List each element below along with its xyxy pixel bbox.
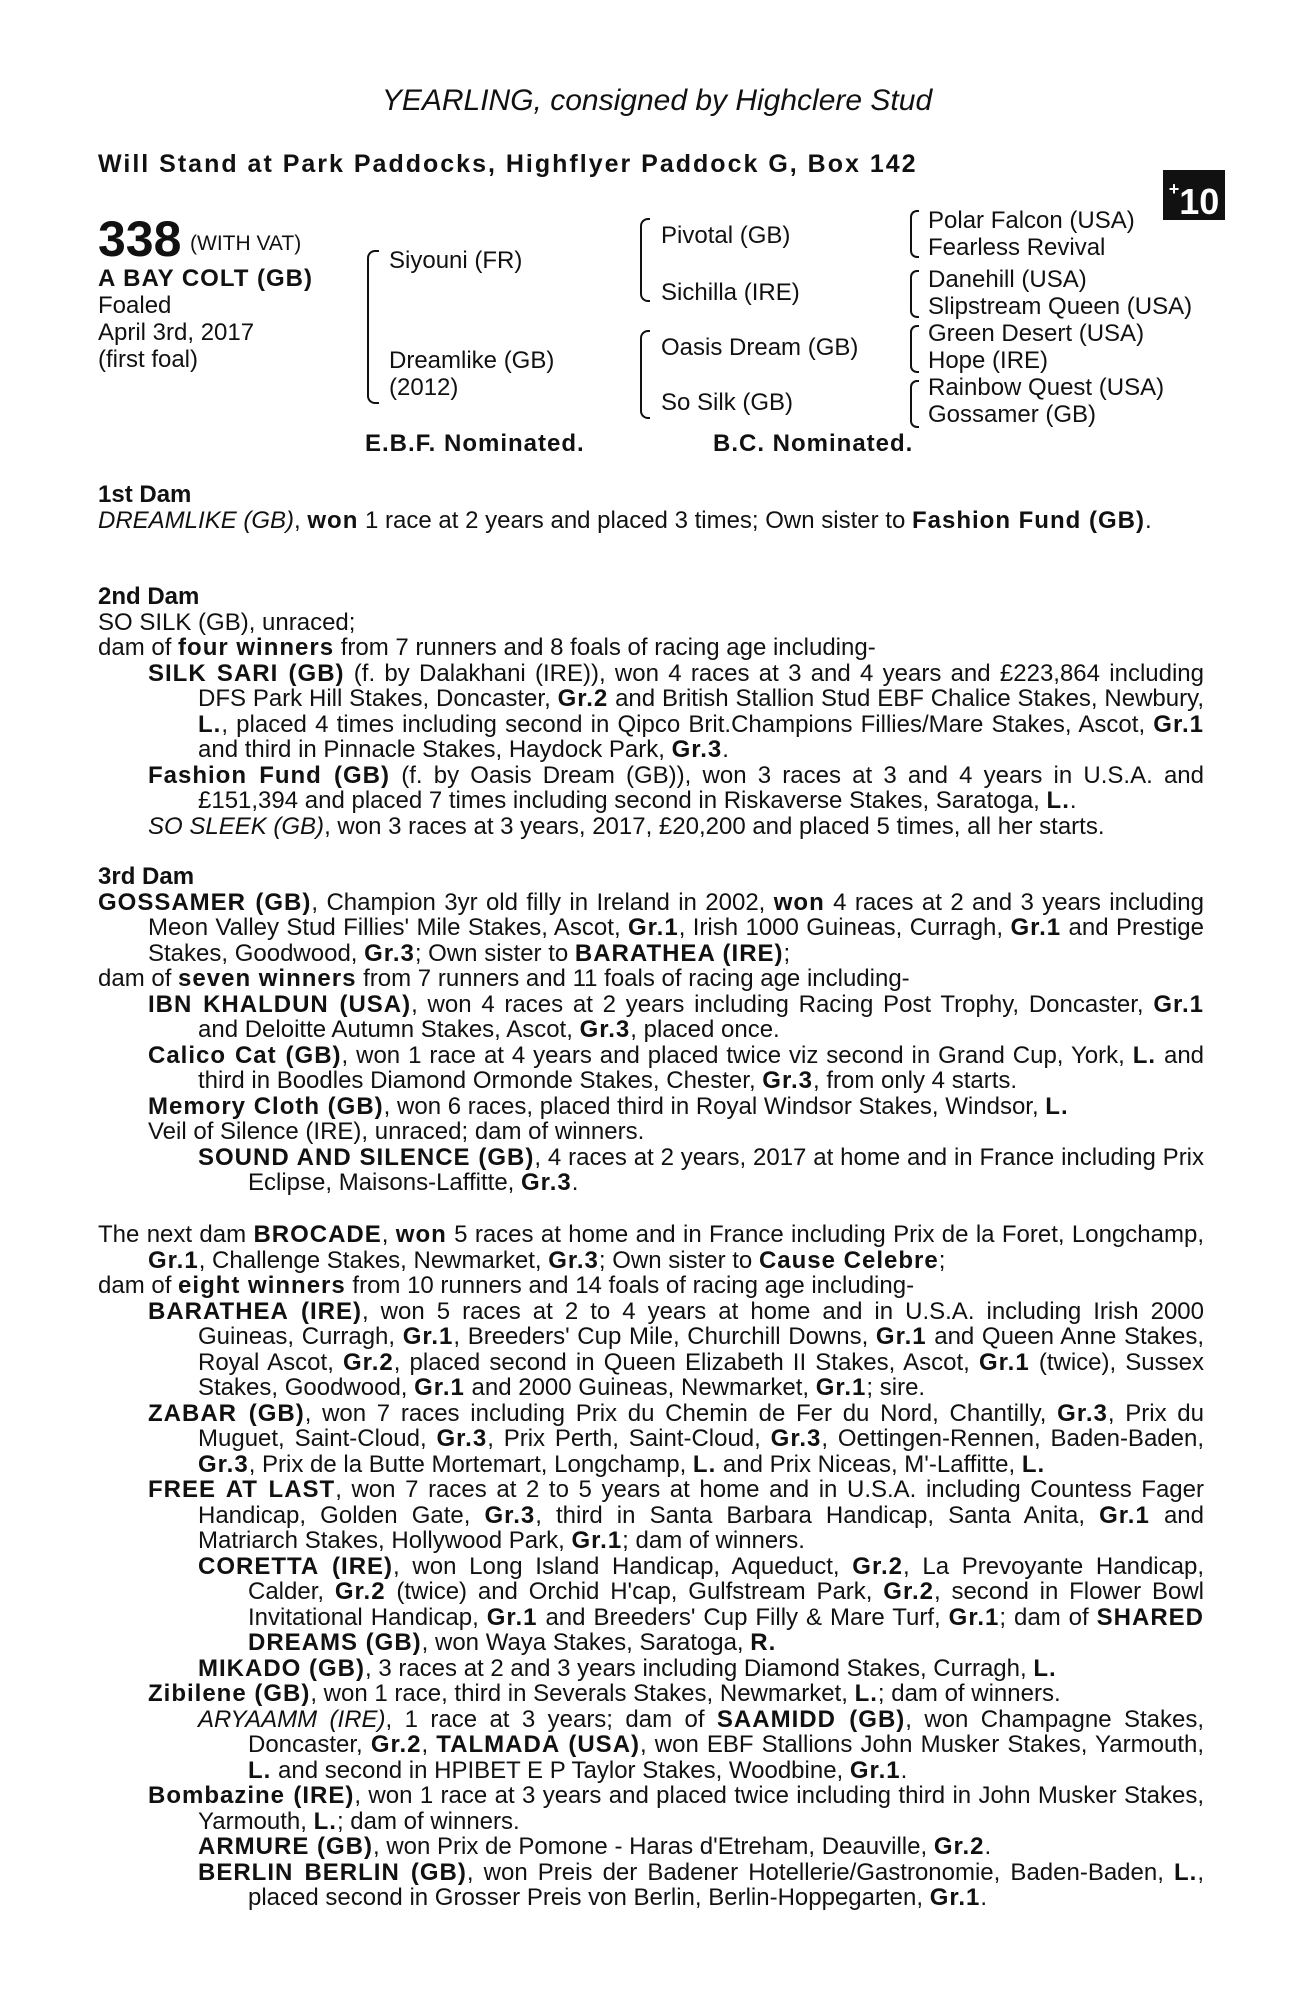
text: (twice), Sussex Stakes, Goodwood,	[198, 1348, 1205, 1401]
horse-name: ARYAAMM (IRE)	[198, 1705, 386, 1733]
pedigree-sire-dam: Sichilla (IRE)	[661, 279, 800, 306]
horse-name: BERLIN BERLIN (GB)	[198, 1858, 467, 1886]
grade: L.	[1021, 1450, 1046, 1478]
text: ,	[421, 1731, 437, 1758]
horse-name: MIKADO (GB)	[198, 1654, 365, 1682]
grade: Gr.2	[933, 1833, 985, 1860]
grade: Gr.1	[1010, 914, 1062, 941]
list-item	[98, 1554, 1204, 1656]
text: ; Own sister to	[598, 1246, 759, 1274]
list-item	[98, 763, 1204, 814]
catalogue-badge	[1163, 170, 1225, 220]
horse-name: ZABAR (GB)	[148, 1399, 305, 1427]
text: ; dam of winners.	[622, 1527, 805, 1554]
pedigree-dam-year: (2012)	[389, 374, 459, 401]
pedigree-sire: Siyouni (FR)	[389, 247, 523, 274]
pedigree-brace	[910, 270, 919, 318]
text: dam of	[98, 1272, 179, 1299]
grade: Gr.3	[198, 1450, 249, 1478]
lot-number: 338	[98, 211, 182, 267]
horse-name: Zibilene (GB)	[148, 1680, 311, 1707]
horse-name: BARATHEA (IRE)	[148, 1297, 362, 1325]
text: , Champion 3yr old filly in Ireland in 2002,	[311, 888, 774, 916]
pedigree-brace	[910, 380, 919, 428]
list-item	[98, 1656, 1204, 1682]
pedigree-dsd: Hope (IRE)	[928, 347, 1049, 374]
sister-name: Fashion Fund (GB)	[911, 506, 1145, 534]
grade: Gr.1	[929, 1884, 981, 1911]
text: , won EBF Stallions John Musker Stakes, Yarmouth,	[640, 1731, 1204, 1758]
foaled-date: April 3rd, 2017	[98, 319, 255, 346]
text: and Prestige Stakes, Goodwood,	[148, 914, 1205, 967]
grade: Gr.1	[815, 1374, 867, 1401]
grade: Gr.3	[484, 1501, 536, 1529]
grade: Gr.3	[762, 1067, 813, 1094]
horse-name: SOUND AND SILENCE (GB)	[198, 1143, 535, 1171]
horse-name: SAAMIDD (GB)	[716, 1705, 906, 1733]
foaled-label: Foaled	[98, 292, 172, 319]
next-dam-produce	[98, 1273, 1204, 1299]
text: .	[722, 736, 729, 763]
won-label: won	[395, 1221, 447, 1248]
third-dam-text	[98, 890, 1204, 967]
grade: L.	[1033, 1654, 1057, 1682]
horse-name: BROCADE	[253, 1221, 382, 1248]
text: ; dam of winners.	[877, 1680, 1061, 1707]
horse-name: Memory Cloth (GB)	[148, 1092, 384, 1120]
text: , 4 races at 2 years, 2017 at home and in France including Prix Eclipse, Maisons-Laffitte,	[248, 1143, 1205, 1196]
grade: Gr.3	[548, 1246, 599, 1274]
text: ,	[294, 506, 308, 534]
text: .	[1069, 787, 1077, 814]
grade: Gr.1	[486, 1603, 538, 1631]
text: 1 race at 2 years and placed 3 times; Own sister to	[358, 506, 912, 534]
text: .	[571, 1169, 579, 1196]
pedigree-sss: Polar Falcon (USA)	[928, 207, 1135, 234]
text: ,	[381, 1221, 396, 1248]
won-label: won	[307, 506, 359, 534]
text: 5 races at home and in France including Prix de la Foret, Longchamp,	[446, 1221, 1204, 1248]
text: , second in Flower Bowl Invitational Handicap,	[248, 1578, 1204, 1631]
grade: Gr.1	[948, 1603, 1000, 1631]
horse-name: FREE AT LAST	[148, 1476, 336, 1503]
pedigree-brace	[367, 250, 379, 404]
grade: L.	[692, 1450, 717, 1478]
second-dam-produce	[98, 635, 1204, 661]
lot-name: A BAY COLT (GB)	[98, 265, 314, 292]
horse-name: SO SLEEK (GB)	[148, 812, 325, 840]
text: ;	[783, 939, 791, 967]
grade: Gr.3	[364, 939, 415, 967]
text: , placed once.	[630, 1016, 780, 1043]
list-item: Veil of Silence (IRE), unraced; dam of winners.	[148, 1118, 645, 1145]
pedigree-ddd: Gossamer (GB)	[928, 401, 1097, 428]
winners-count: eight winners	[178, 1272, 346, 1299]
text: , won Long Island Handicap, Aqueduct,	[393, 1552, 853, 1580]
horse-name: CORETTA (IRE)	[198, 1552, 394, 1580]
grade: Gr.1	[875, 1323, 927, 1350]
text: and third in Pinnacle Stakes, Haydock Park,	[198, 736, 672, 763]
list-item	[98, 1707, 1204, 1784]
badge-number: 10	[1179, 181, 1220, 222]
text: , 1 race at 3 years; dam of	[385, 1705, 717, 1733]
text: , Challenge Stakes, Newmarket,	[198, 1246, 549, 1274]
list-item	[98, 661, 1204, 763]
grade: Gr.1	[1153, 710, 1204, 738]
text: and Prix Niceas, M'-Laffitte,	[716, 1450, 1022, 1478]
winners-count: four winners	[178, 634, 335, 661]
text: .	[900, 1756, 908, 1784]
list-item	[98, 1860, 1204, 1911]
text: and 2000 Guineas, Newmarket,	[464, 1374, 816, 1401]
text: , won 7 races including Prix du Chemin de Fer du Nord, Chantilly,	[304, 1399, 1058, 1427]
text: , won 4 races at 2 years including Racing Post Trophy, Doncaster,	[411, 990, 1154, 1018]
text: and Matriarch Stakes, Hollywood Park,	[198, 1501, 1204, 1554]
horse-name: GOSSAMER (GB)	[98, 888, 312, 916]
grade: Gr.2	[557, 685, 609, 712]
text: and British Stallion Stud EBF Chalice Stakes, Newbury,	[608, 685, 1204, 712]
list-item	[98, 1145, 1204, 1196]
text: , placed 4 times including second in Qipco Brit.Champions Fillies/Mare Stakes, Ascot,	[221, 710, 1154, 738]
grade: L.	[1174, 1858, 1198, 1886]
pedigree-brace	[640, 218, 650, 302]
text: ; dam of	[999, 1603, 1097, 1631]
pedigree-sire-sire: Pivotal (GB)	[661, 222, 791, 249]
text: , won 3 races at 3 years, 2017, £20,200 and placed 5 times, all her starts.	[324, 812, 1105, 840]
grade: R.	[750, 1629, 777, 1656]
third-dam-section	[98, 864, 1204, 1196]
second-dam-heading: 2nd Dam	[98, 583, 200, 610]
grade: Gr.1	[148, 1246, 199, 1274]
sister-name: Cause Celebre	[758, 1246, 939, 1274]
text: dam of	[98, 965, 179, 992]
grade: L.	[1132, 1041, 1157, 1069]
horse-name: TALMADA (USA)	[436, 1731, 641, 1758]
stand-location: Will Stand at Park Paddocks, Highflyer Paddock G, Box 142	[98, 150, 918, 178]
pedigree-dds: Rainbow Quest (USA)	[928, 374, 1165, 401]
text: ; sire.	[866, 1374, 926, 1401]
next-dam-section	[98, 1222, 1204, 1911]
bc-nomination: B.C. Nominated.	[713, 430, 914, 457]
text: (twice) and Orchid H'cap, Gulfstream Park,	[385, 1578, 884, 1605]
text: and second in HPIBET E P Taylor Stakes, Woodbine,	[271, 1756, 850, 1784]
winners-count: seven winners	[178, 965, 357, 992]
list-item	[98, 1681, 1204, 1707]
grade: L.	[198, 710, 222, 738]
grade: Gr.1	[414, 1374, 465, 1401]
text: , won 6 races, placed third in Royal Windsor Stakes, Windsor,	[383, 1092, 1046, 1120]
text: , La Prevoyante Handicap, Calder,	[248, 1552, 1204, 1605]
badge-plus: +	[1168, 179, 1180, 199]
text: ;	[938, 1246, 946, 1274]
grade: Gr.3	[770, 1425, 822, 1452]
second-dam-intro: SO SILK (GB), unraced;	[98, 608, 356, 636]
grade: Gr.1	[849, 1756, 901, 1784]
grade: Gr.1	[628, 914, 679, 941]
ebf-nomination: E.B.F. Nominated.	[365, 430, 585, 457]
list-item	[98, 1094, 1204, 1120]
second-dam-section	[98, 584, 1204, 839]
text: (f. by Dalakhani (IRE)), won 4 races at 3 and 4 years and £223,864 including DFS Park Hill Stakes, Doncaster,	[198, 659, 1204, 712]
third-dam-heading: 3rd Dam	[98, 863, 195, 890]
grade: Gr.3	[1057, 1399, 1108, 1427]
text: , Irish 1000 Guineas, Curragh,	[678, 914, 1011, 941]
next-dam-text	[98, 1222, 1204, 1273]
list-item	[98, 1299, 1204, 1401]
text: , Prix de la Butte Mortemart, Longchamp,	[248, 1450, 693, 1478]
first-dam-section	[98, 482, 1204, 533]
text: dam of	[98, 634, 179, 661]
grade: Gr.1	[402, 1323, 454, 1350]
vat-note: (WITH VAT)	[190, 232, 302, 255]
list-item	[98, 992, 1204, 1043]
text: 4 races at 2 and 3 years including Meon Valley Stud Fillies' Mile Stakes, Ascot,	[148, 888, 1205, 941]
text: , won Prix de Pomone - Haras d'Etreham, Deauville,	[372, 1833, 934, 1860]
first-dam-text	[98, 508, 1204, 534]
text: , won Waya Stakes, Saratoga,	[421, 1629, 751, 1656]
text: , from only 4 starts.	[812, 1067, 1018, 1094]
grade: L.	[1046, 787, 1070, 814]
list-item	[98, 1043, 1204, 1094]
pedigree-dss: Green Desert (USA)	[928, 320, 1145, 347]
grade: Gr.3	[521, 1169, 572, 1196]
horse-name: IBN KHALDUN (USA)	[148, 990, 412, 1018]
text: , won Champagne Stakes, Doncaster,	[248, 1705, 1205, 1758]
grade: Gr.2	[852, 1552, 903, 1580]
list-item	[98, 814, 1204, 840]
page-header: YEARLING, consigned by Highclere Stud	[381, 84, 933, 117]
won-label: won	[773, 888, 825, 916]
pedigree-brace	[910, 210, 919, 258]
pedigree-brace	[910, 325, 919, 373]
text: , Breeders' Cup Mile, Churchill Downs,	[453, 1323, 876, 1350]
text: , won Preis der Badener Hotellerie/Gastronomie, Baden-Baden,	[466, 1858, 1175, 1886]
horse-name: SHARED DREAMS (GB)	[248, 1603, 1204, 1656]
horse-name: Fashion Fund (GB)	[148, 761, 391, 789]
grade: Gr.1	[1153, 990, 1205, 1018]
list-item	[98, 1834, 1204, 1860]
lot-note: (first foal)	[98, 346, 199, 373]
grade: Gr.3	[579, 1016, 631, 1043]
grade: Gr.3	[671, 736, 723, 763]
text: , placed second in Queen Elizabeth II Stakes, Ascot,	[393, 1348, 979, 1376]
pedigree-sds: Danehill (USA)	[928, 266, 1087, 293]
grade: Gr.1	[571, 1527, 623, 1554]
text: , won 1 race at 4 years and placed twice viz second in Grand Cup, York,	[341, 1041, 1133, 1069]
grade: Gr.3	[436, 1425, 488, 1452]
text: The next dam	[98, 1221, 254, 1248]
grade: Gr.2	[883, 1578, 934, 1605]
grade: Gr.2	[334, 1578, 386, 1605]
text: , won 1 race at 3 years and placed twice including third in John Musker Stakes, Yarmouth,	[198, 1782, 1205, 1835]
sister-name: BARATHEA (IRE)	[574, 939, 784, 967]
text: , 3 races at 2 and 3 years including Diamond Stakes, Curragh,	[364, 1654, 1034, 1682]
grade: L.	[1045, 1092, 1069, 1120]
first-dam-heading: 1st Dam	[98, 481, 192, 508]
pedigree-dam: Dreamlike (GB)	[389, 347, 555, 374]
text: and Breeders' Cup Filly & Mare Turf,	[537, 1603, 949, 1631]
text: , third in Santa Barbara Handicap, Santa Anita,	[535, 1501, 1100, 1529]
grade: L.	[313, 1807, 337, 1835]
text: from 7 runners and 11 foals of racing age including-	[356, 965, 910, 992]
third-dam-produce	[98, 966, 1204, 992]
pedigree-brace	[640, 330, 650, 419]
grade: Gr.2	[370, 1731, 422, 1758]
text: .	[980, 1884, 988, 1911]
list-item	[98, 1401, 1204, 1478]
grade: L.	[854, 1680, 878, 1707]
grade: Gr.1	[978, 1348, 1030, 1376]
text: from 10 runners and 14 foals of racing age including-	[345, 1272, 915, 1299]
text: , won 7 races at 2 to 5 years at home and in U.S.A. including Countess Fager Handicap, Golden Gate,	[198, 1476, 1204, 1529]
grade: L.	[248, 1756, 272, 1784]
text: from 7 runners and 8 foals of racing age including-	[334, 634, 876, 661]
text: , won 5 races at 2 to 4 years at home and in U.S.A. including Irish 2000 Guineas, Curragh,	[198, 1297, 1204, 1350]
text: , Oettingen-Rennen, Baden-Baden,	[821, 1425, 1204, 1452]
pedigree-dam-sire: Oasis Dream (GB)	[661, 334, 859, 361]
text: and third in Boodles Diamond Ormonde Stakes, Chester,	[198, 1041, 1205, 1094]
first-dam-name: DREAMLIKE (GB)	[98, 506, 295, 534]
text: , placed second in Grosser Preis von Berlin, Berlin-Hoppegarten,	[248, 1858, 1205, 1911]
text: .	[1144, 506, 1152, 534]
text: .	[984, 1833, 992, 1860]
pedigree-ssd: Fearless Revival	[928, 234, 1106, 261]
text: ; Own sister to	[414, 939, 575, 967]
horse-name: Bombazine (IRE)	[148, 1782, 355, 1809]
text: and Deloitte Autumn Stakes, Ascot,	[198, 1016, 580, 1043]
text: (f. by Oasis Dream (GB)), won 3 races at 3 and 4 years in U.S.A. and £151,394 and placed 7 times including second in Riskaverse Stakes, Saratoga,	[198, 761, 1204, 814]
horse-name: ARMURE (GB)	[198, 1833, 373, 1860]
text: , won 1 race, third in Severals Stakes, Newmarket,	[310, 1680, 855, 1707]
list-item	[98, 1783, 1204, 1834]
horse-name: SILK SARI (GB)	[148, 659, 345, 687]
grade: Gr.1	[1099, 1501, 1150, 1529]
pedigree-sdd: Slipstream Queen (USA)	[928, 293, 1193, 320]
pedigree-dam-dam: So Silk (GB)	[661, 389, 794, 416]
text: , Prix du Muguet, Saint-Cloud,	[198, 1399, 1204, 1452]
text: and Queen Anne Stakes, Royal Ascot,	[198, 1323, 1204, 1376]
horse-name: Calico Cat (GB)	[148, 1041, 342, 1069]
grade: Gr.2	[343, 1348, 394, 1376]
list-item	[98, 1477, 1204, 1554]
text: , Prix Perth, Saint-Cloud,	[487, 1425, 771, 1452]
text: ; dam of winners.	[336, 1807, 520, 1835]
